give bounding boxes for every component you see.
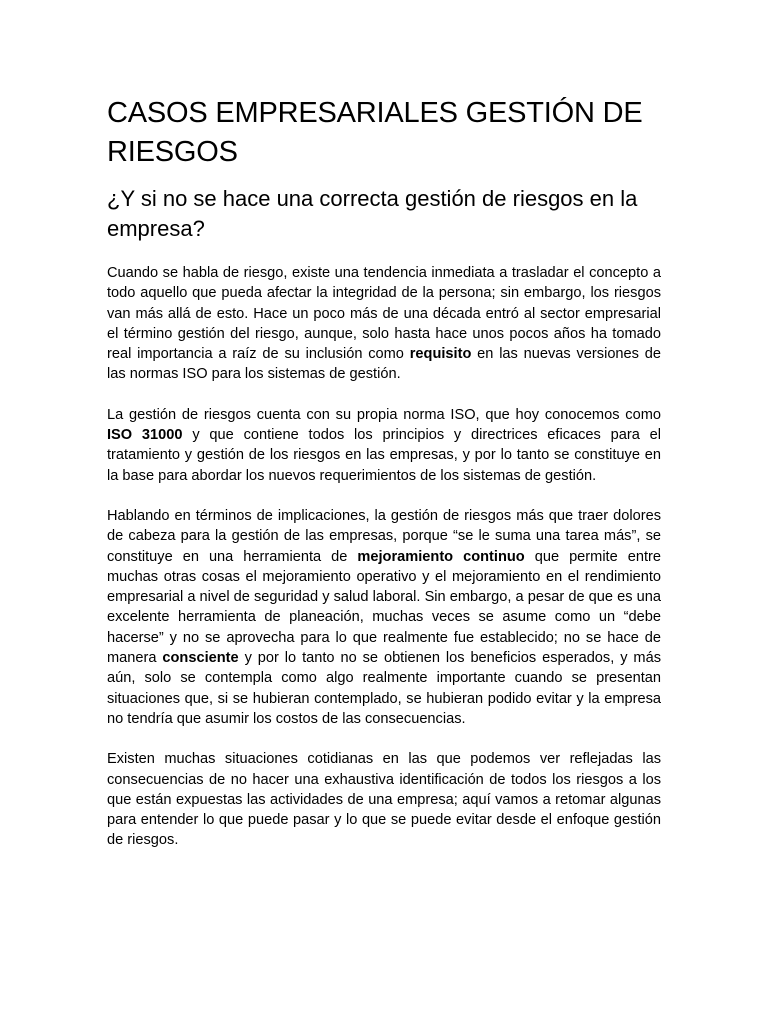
paragraph-2-text-b: y que contiene todos los principios y directrices eficaces para el tratamiento y gestión de los riesgos en las empresas, y por lo tanto se constituye en la base para abordar los nuevos requerimientos de los sistemas de gestión. [107,427,662,484]
paragraph-1 [107,263,661,385]
paragraph-1-text-b: en las nuevas versiones de las normas ISO para los sistemas de gestión. [107,346,661,383]
paragraph-4: Existen muchas situaciones cotidianas en las que podemos ver reflejadas las consecuencias de no hacer una exhaustiva identificación de todos los riesgos a los que están expuestas las actividades de una empresa; aquí vamos a retomar algunas para entender lo que puede pasar y lo que se puede evitar desde el enfoque gestión de riesgos. [107,751,661,849]
document-page [107,94,661,851]
paragraph-3-text-b: que permite entre muchas otras cosas el mejoramiento operativo y el mejoramiento en el rendimiento empresarial a nivel de seguridad y salud laboral. Sin embargo, a pesar de que es una excelente herramienta de planeación, muchas veces se asume como un “debe hacerse” y no se aprovecha para lo que realmente fue establecido; no se hace de manera [107,548,661,667]
paragraph-2-text-a: La gestión de riesgos cuenta con su propia norma ISO, que hoy conocemos como [107,406,661,423]
paragraph-3-text-c: y por lo tanto no se obtienen los beneficios esperados, y más aún, solo se contempla como algo realmente importante cuando se presentan situaciones que, si se hubieran contemplado, se hubieran podido evitar y la empresa no tendría que asumir los costos de las consecuencias. [107,650,661,727]
paragraph-3-bold: mejoramiento continuo [357,548,525,565]
paragraph-2-bold: ISO 31000 [107,427,183,444]
document-subtitle: ¿Y si no se hace una correcta gestión de riesgos en la empresa? [107,186,638,241]
paragraph-3-text-a: Hablando en términos de implicaciones, la gestión de riesgos más que traer dolores de cabeza para la gestión de las empresas, porque “se le suma una tarea más”, se constituye en una herramienta de [107,507,661,565]
paragraph-1-bold: requisito [409,346,472,363]
paragraph-3 [107,506,661,729]
document-title: CASOS EMPRESARIALES GESTIÓN DE RIESGOS [107,97,643,168]
paragraph-3-bold-2: consciente [162,650,239,667]
paragraph-2 [107,405,661,486]
paragraph-1-text-a: Cuando se habla de riesgo, existe una tendencia inmediata a trasladar el concepto a todo aquello que pueda afectar la integridad de la persona; sin embargo, los riesgos van más allá de esto. Hace un poco más de una década entró al sector empresarial el término gestión del riesgo, aunque, solo hasta hace unos pocos años ha tomado real importancia a raíz de su inclusión como [107,265,661,363]
